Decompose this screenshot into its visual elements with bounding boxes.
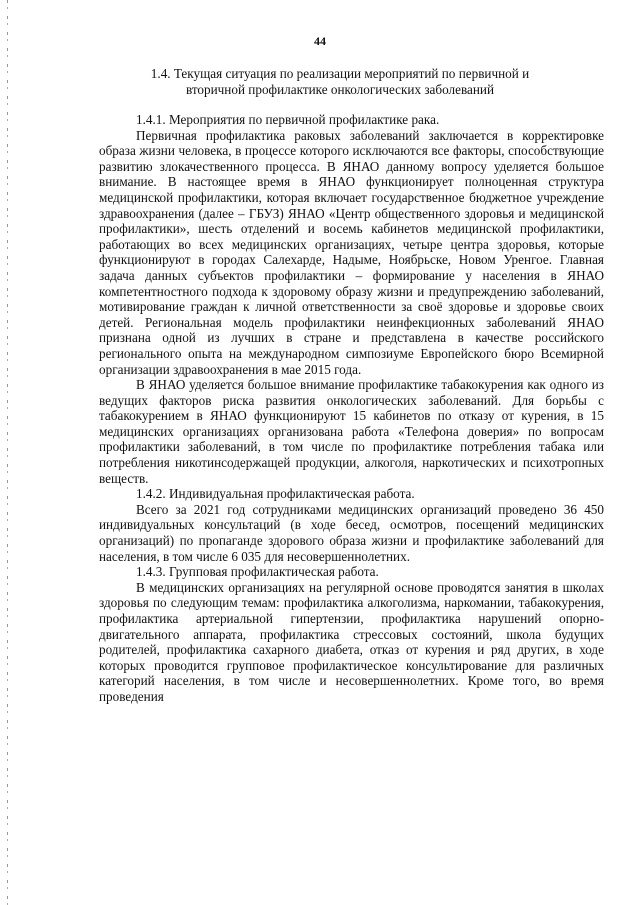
paragraph-group-work: В медицинских организациях на регулярной основе проводятся занятия в школах здоровья по следующим темам: профилактика алкоголизма, наркомании, табакокурения, профилактика артериальной гипертензии, профилактика нарушений опорно-двигательного аппарата, профилактика стрессовых состояний, школа будущих родителей, профилактика сахарного диабета, отказ от курения и ряд других, в ходе которых проводится групповое профилактическое консультирование для различных категорий населения, в том числе и несовершеннолетних. Кроме того, во время проведения xyxy=(99,579,604,704)
scan-margin-marks xyxy=(7,0,8,905)
page-number: 44 xyxy=(314,34,326,48)
paragraph-tobacco-prevention: В ЯНАО уделяется большое внимание профилактике табакокурения как одного из ведущих факторов риска развития онкологических заболеваний. Для борьбы с табакокурением в ЯНАО функционируют 15 кабинетов по отказу от курения, в 15 медицинских организациях организована работа «Телефона доверия» по вопросам профилактики заболеваний, в том числе по профилактике потребления табака или потребления никотинсодержащей продукции, алкоголя, наркотических и психотропных веществ. xyxy=(99,377,604,486)
body-text xyxy=(99,112,604,705)
paragraph-primary-prevention: Первичная профилактика раковых заболеваний заключается в корректировке образа жизни человека, в процессе которого исключаются все факторы, способствующие развитию злокачественного процесса. В ЯНАО данному вопросу уделяется большое внимание. В настоящее время в ЯНАО функционирует полноценная структура медицинской профилактики, которая включает государственное бюджетное учреждение здравоохранения (далее – ГБУЗ) ЯНАО «Центр общественного здоровья и медицинской профилактики», шесть отделений и восемь кабинетов медицинской профилактики, работающих во всех медицинских организациях, четыре центра здоровья, которые функционируют в городах Салехарде, Надыме, Ноябрьске, Новом Уренгое. Главная задача данных субъектов профилактики – формирование у населения в ЯНАО компетентностного подхода к здоровому образу жизни и предупреждению заболеваний, мотивирование граждан к личной ответственности за своё здоровье и здоровье своих детей. Региональная модель профилактики неинфекционных заболеваний ЯНАО признана одной из лучших в стране и представлена в качестве российского регионального опыта на международном симпозиуме Европейского бюро Всемирной организации здравоохранения в мае 2015 года. xyxy=(99,127,604,377)
subsection-heading-primary: 1.4.1. Мероприятия по первичной профилактике рака. xyxy=(136,112,440,127)
subsection-heading-individual: 1.4.2. Индивидуальная профилактическая работа. xyxy=(136,486,415,502)
subsection-heading-group: 1.4.3. Групповая профилактическая работа. xyxy=(136,564,379,580)
section-title: 1.4. Текущая ситуация по реализации мероприятий по первичной и вторичной профилактике онкологических заболеваний xyxy=(150,66,530,97)
paragraph-individual-work: Всего за 2021 год сотрудниками медицинских организаций проведено 36 450 индивидуальных консультаций (в ходе бесед, осмотров, посещений медицинских организаций) по пропаганде здорового образа жизни и профилактике заболеваний для населения, в том числе 6 035 для несовершеннолетних. xyxy=(99,501,604,564)
